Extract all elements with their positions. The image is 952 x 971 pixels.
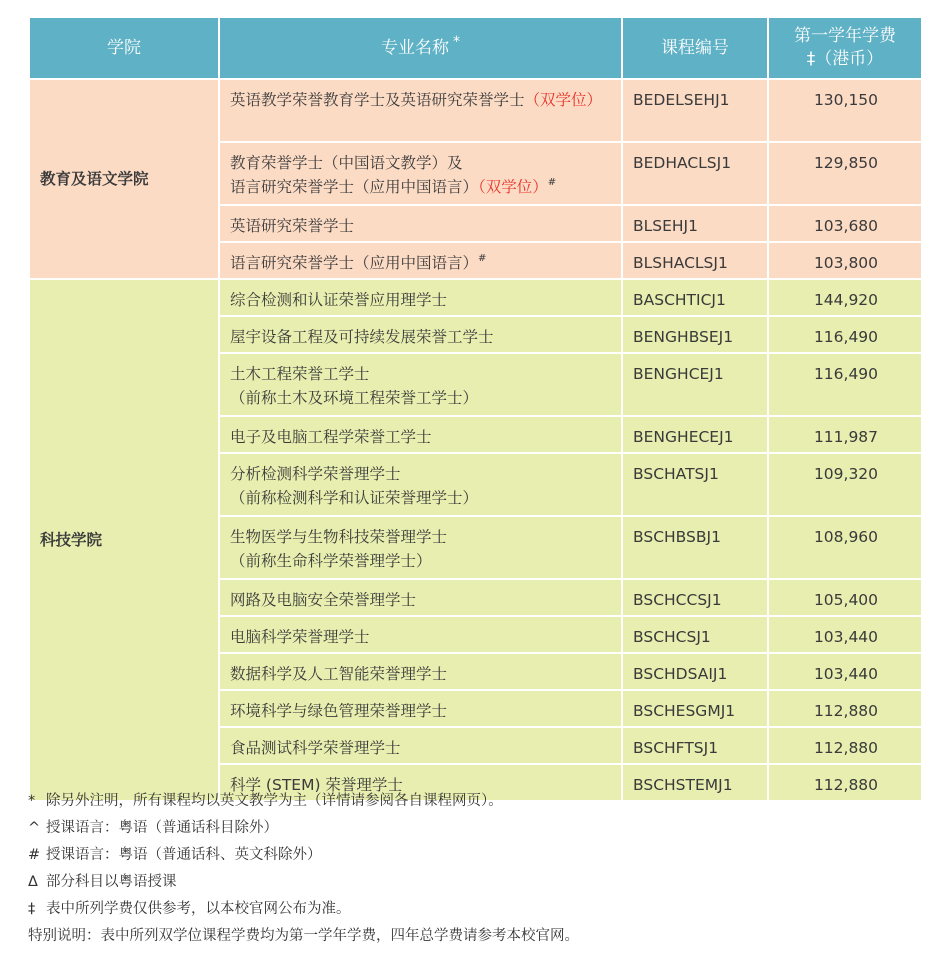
course-code: BLSEHJ1 [623,206,767,241]
footnote-text: 除另外注明，所有课程均以英文教学为主（详情请参阅各自课程网页）。 [46,793,503,809]
programme-text-line2: 语言研究荣誉学士（应用中国语言） [230,178,479,196]
course-code: BSCHESGMJ1 [623,691,767,726]
footnote-double-dagger [28,896,579,923]
footnote-caret [28,815,579,842]
programme-text-line1: 教育荣誉学士（中国语文教学）及 [230,154,463,172]
asterisk-mark: * [453,33,460,50]
faculty-science-technology: 科技学院 [30,280,218,800]
footnote-delta [28,869,579,896]
header-code: 课程编号 [623,18,767,78]
programme-text-line1: 生物医学与生物科技荣誉理学士 [230,528,448,546]
table-row [30,280,921,315]
tuition-fee: 129,850 [769,143,921,204]
programme-name: 电脑科学荣誉理学士 [220,617,621,652]
double-degree-label: （双学位） [524,91,603,109]
programme-name [220,517,621,578]
double-dagger-symbol: ‡ [28,901,36,917]
programme-name [220,354,621,415]
tuition-fee: 103,800 [769,243,921,278]
course-code: BSCHSTEMJ1 [623,765,767,800]
table-header-row [30,18,921,78]
programme-name: 数据科学及人工智能荣誉理学士 [220,654,621,689]
faculty-education: 教育及语文学院 [30,80,218,278]
course-code: BLSHACLSJ1 [623,243,767,278]
programme-name: 英语研究荣誉学士 [220,206,621,241]
course-code: BEDELSEHJ1 [623,80,767,141]
course-code: BSCHBSBJ1 [623,517,767,578]
footnotes [28,788,579,950]
programme-text-line1: 土木工程荣誉工学士 [230,365,370,383]
programme-name: 食品测试科学荣誉理学士 [220,728,621,763]
programme-name: 电子及电脑工程学荣誉工学士 [220,417,621,452]
tuition-fee: 112,880 [769,765,921,800]
header-fee-line1: 第一学年学费 [794,26,896,46]
course-code: BSCHCSJ1 [623,617,767,652]
course-code: BENGHCEJ1 [623,354,767,415]
tuition-fee: 130,150 [769,80,921,141]
tuition-fee: 108,960 [769,517,921,578]
header-fee-line2: ‡（港币） [806,49,884,69]
header-faculty: 学院 [30,18,218,78]
programme-name [220,80,621,141]
footnote-text: 授课语言：粤语（普通话科目除外） [46,820,278,836]
programme-name: 综合检测和认证荣誉应用理学士 [220,280,621,315]
programme-text-line2: （前称生命科学荣誉理学士） [230,552,432,570]
header-programme [220,18,621,78]
tuition-fee: 112,880 [769,691,921,726]
table-row [30,80,921,141]
programme-name [220,243,621,278]
tuition-fee: 103,680 [769,206,921,241]
tuition-fee: 111,987 [769,417,921,452]
delta-symbol: Δ [28,874,38,890]
programme-name [220,143,621,204]
course-code: BASCHTICJ1 [623,280,767,315]
course-code: BSCHDSAIJ1 [623,654,767,689]
course-code: BENGHECEJ1 [623,417,767,452]
course-code: BSCHFTSJ1 [623,728,767,763]
caret-symbol: ^ [28,820,41,836]
programme-text-line2: （前称土木及环境工程荣誉工学士） [230,389,479,407]
programme-text: 英语教学荣誉教育学士及英语研究荣誉学士 [230,91,525,109]
programme-name: 网路及电脑安全荣誉理学士 [220,580,621,615]
course-code: BEDHACLSJ1 [623,143,767,204]
course-code: BENGHBSEJ1 [623,317,767,352]
tuition-fee: 105,400 [769,580,921,615]
tuition-fee: 116,490 [769,354,921,415]
programme-name: 屋宇设备工程及可持续发展荣誉工学士 [220,317,621,352]
footnote-text: 特别说明：表中所列双学位课程学费均为第一学年学费，四年总学费请参考本校官网。 [28,928,579,944]
footnote-hash [28,842,579,869]
asterisk-symbol: * [28,793,36,809]
programme-name: 科学 (STEM) 荣誉理学士 [220,765,621,800]
header-fee [769,18,921,78]
header-programme-label: 专业名称 [381,37,449,58]
tuition-fee: 116,490 [769,317,921,352]
hash-symbol: # [28,847,41,863]
tuition-fee: 103,440 [769,617,921,652]
footnote-asterisk [28,788,579,815]
programme-text: 语言研究荣誉学士（应用中国语言） [230,254,479,272]
tuition-fee: 112,880 [769,728,921,763]
tuition-table [28,16,923,802]
footnote-text: 表中所列学费仅供参考，以本校官网公布为准。 [46,901,351,917]
hash-mark: # [547,177,557,188]
double-degree-label: （双学位） [478,178,548,196]
programme-name: 环境科学与绿色管理荣誉理学士 [220,691,621,726]
programme-text-line2: （前称检测科学和认证荣誉理学士） [230,489,479,507]
tuition-fee: 109,320 [769,454,921,515]
programme-text-line1: 分析检测科学荣誉理学士 [230,465,401,483]
footnote-special [28,923,579,950]
tuition-fee: 144,920 [769,280,921,315]
footnote-text: 授课语言：粤语（普通话科、英文科除外） [46,847,322,863]
footnote-text: 部分科目以粤语授课 [46,874,177,890]
hash-mark: # [478,253,487,264]
programme-name [220,454,621,515]
tuition-fee: 103,440 [769,654,921,689]
course-code: BSCHATSJ1 [623,454,767,515]
course-code: BSCHCCSJ1 [623,580,767,615]
